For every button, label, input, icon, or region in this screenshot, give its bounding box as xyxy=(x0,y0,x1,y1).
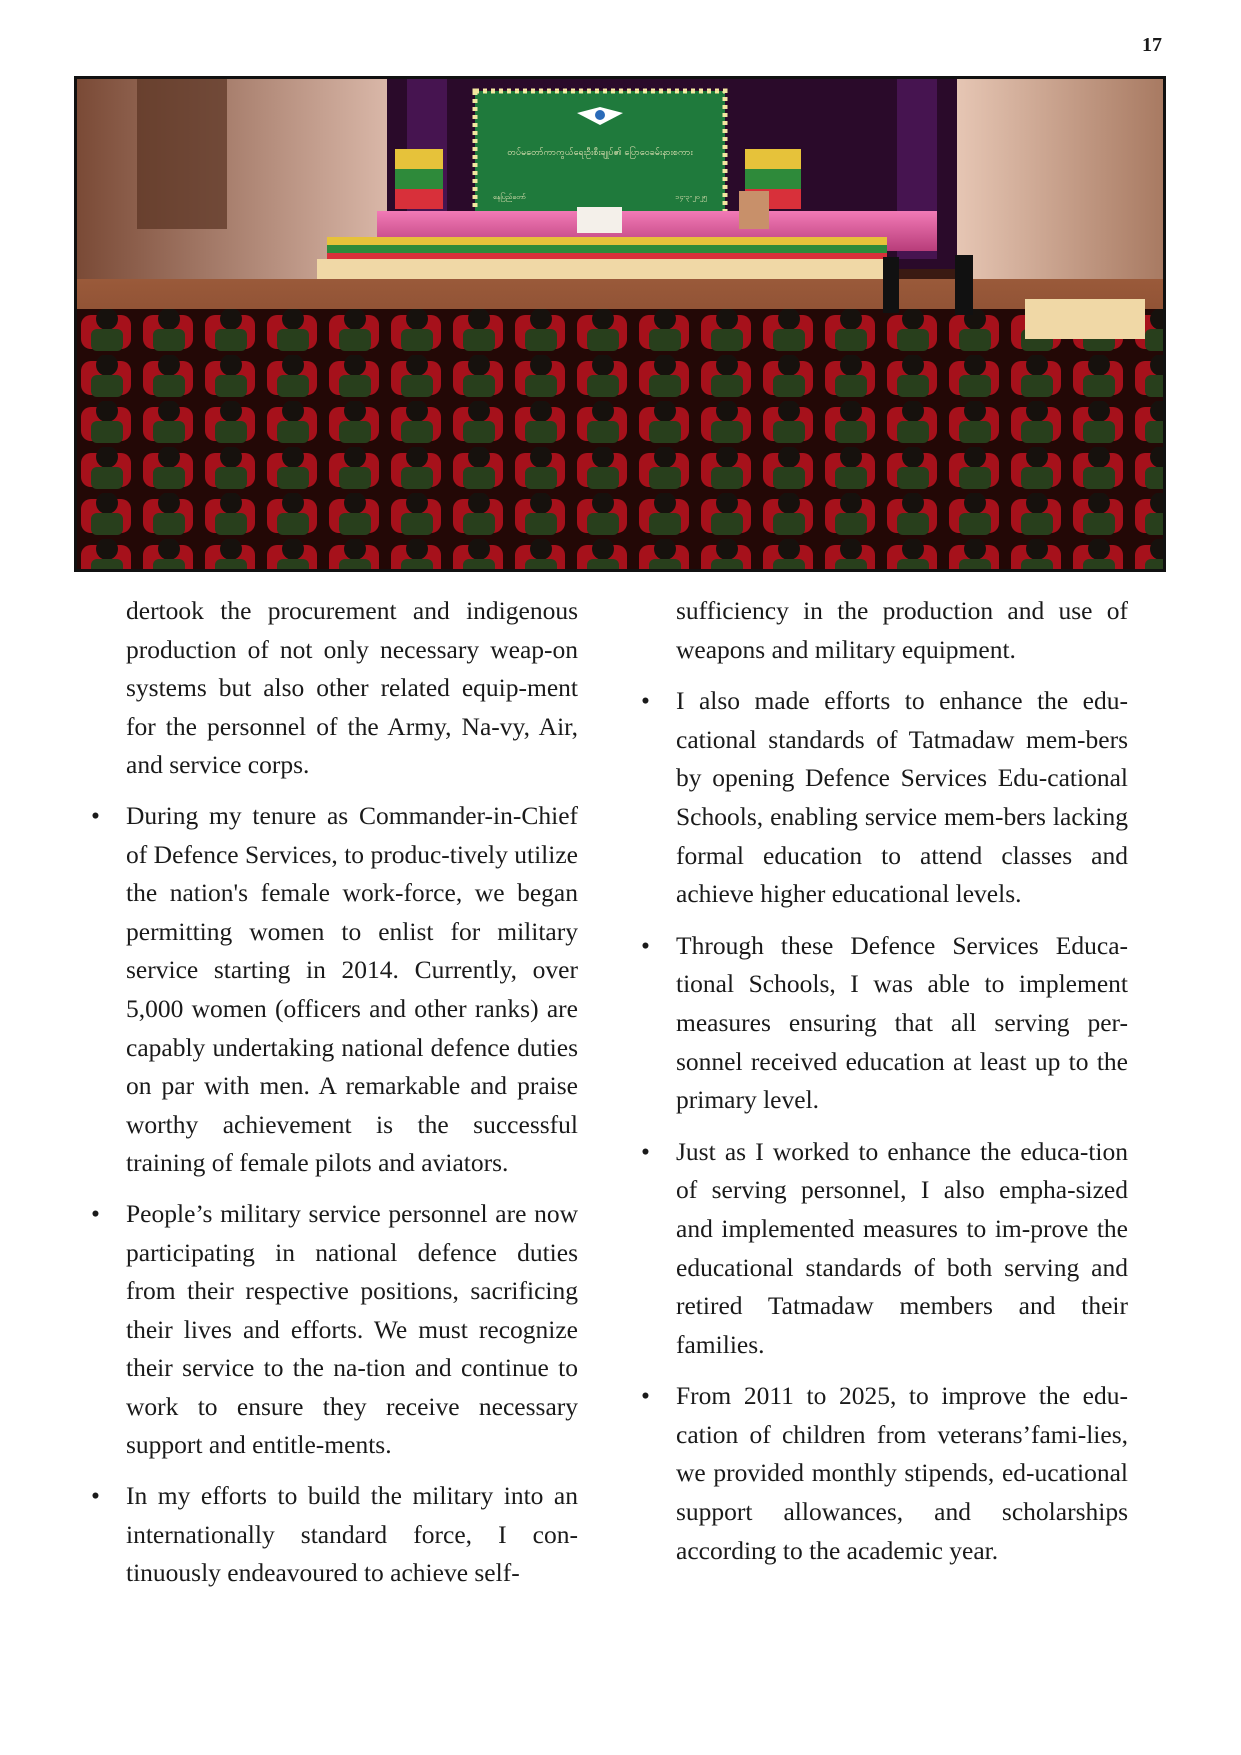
continued-paragraph: sufficiency in the production and use of weapons and military equipment. xyxy=(676,596,1128,664)
camera-operator xyxy=(883,257,899,313)
continued-paragraph: dertook the procurement and indigenous production of not only necessary weap-on systems but also other related equip-ment for the personnel of the Army, Na-vy, Air, and service corps. xyxy=(126,596,578,780)
list-item-text: From 2011 to 2025, to improve the edu-cation of children from veterans’fami-lies, we provided monthly stipends, ed-ucational support allowances, and scholarships according to the academic year. xyxy=(676,1381,1128,1565)
bullet-icon: • xyxy=(91,800,100,830)
bullet-icon: • xyxy=(641,686,650,716)
left-column xyxy=(88,592,578,1593)
banner-title: တပ်မတော်ကာကွယ်ရေးဦးစီးချုပ်၏ ပြောဝေခမ်းနားစကား xyxy=(507,148,693,158)
list-item-text: During my tenure as Commander-in-Chief of Defence Services, to produc-tively utilize the nation's female work-force, we began permitting women to enlist for military service starting in 2014. Currently, over 5,000 women (officers and other ranks) are capably undertaking national defence duties on par with men. A remarkable and praise worthy achievement is the successful training of female pilots and aviators. xyxy=(126,800,578,1178)
list-item-text: Just as I worked to enhance the educa-tion of serving personnel, I also empha-sized and implemented measures to im-prove the educational standards of both serving and retired Tatmadaw members and their families. xyxy=(676,1136,1128,1359)
auditorium-photo-illustration xyxy=(77,79,1163,569)
camera-operator xyxy=(955,255,973,315)
banner-right-caption: ၁၄-၃-၂၀၂၅ xyxy=(675,193,707,201)
bullet-icon: • xyxy=(91,1198,100,1228)
bullet-icon: • xyxy=(91,1481,100,1511)
list-item-text: I also made efforts to enhance the edu-cational standards of Tatmadaw mem-bers by opening Defence Services Edu-cational Schools, enabling service mem-bers lacking formal education to attend classes and achieve higher educational levels. xyxy=(676,686,1128,909)
list-item xyxy=(638,1133,1128,1365)
list-item xyxy=(88,1477,578,1593)
bullet-icon: • xyxy=(641,1381,650,1411)
list-item-text: Through these Defence Services Educa-tional Schools, I was able to implement measures ensuring that all serving per-sonnel received education at least up to the primary level. xyxy=(676,930,1128,1115)
flags-left xyxy=(395,149,443,209)
bullet-icon: • xyxy=(641,1136,650,1166)
list-item xyxy=(638,927,1128,1120)
speaker-table xyxy=(577,207,622,233)
list-item xyxy=(638,682,1128,914)
list-item xyxy=(88,1195,578,1465)
bullet-icon: • xyxy=(641,930,650,960)
podium xyxy=(739,191,769,229)
list-item-text: In my efforts to build the military into an internationally standard force, I con-tinuously endeavoured to achieve self- xyxy=(126,1481,578,1588)
banner-left-caption: နေပြည်တော် xyxy=(493,193,526,201)
page-number: 17 xyxy=(1142,34,1162,56)
list-item xyxy=(88,797,578,1183)
auditorium-photo xyxy=(74,76,1166,572)
right-column xyxy=(638,592,1128,1570)
list-item xyxy=(638,1377,1128,1570)
list-item-text: People’s military service personnel are now participating in national defence duties from their respective positions, sacrificing their lives and efforts. We must recognize their service to the na-tion and continue to work to ensure they receive necessary support and entitle-ments. xyxy=(126,1198,578,1460)
